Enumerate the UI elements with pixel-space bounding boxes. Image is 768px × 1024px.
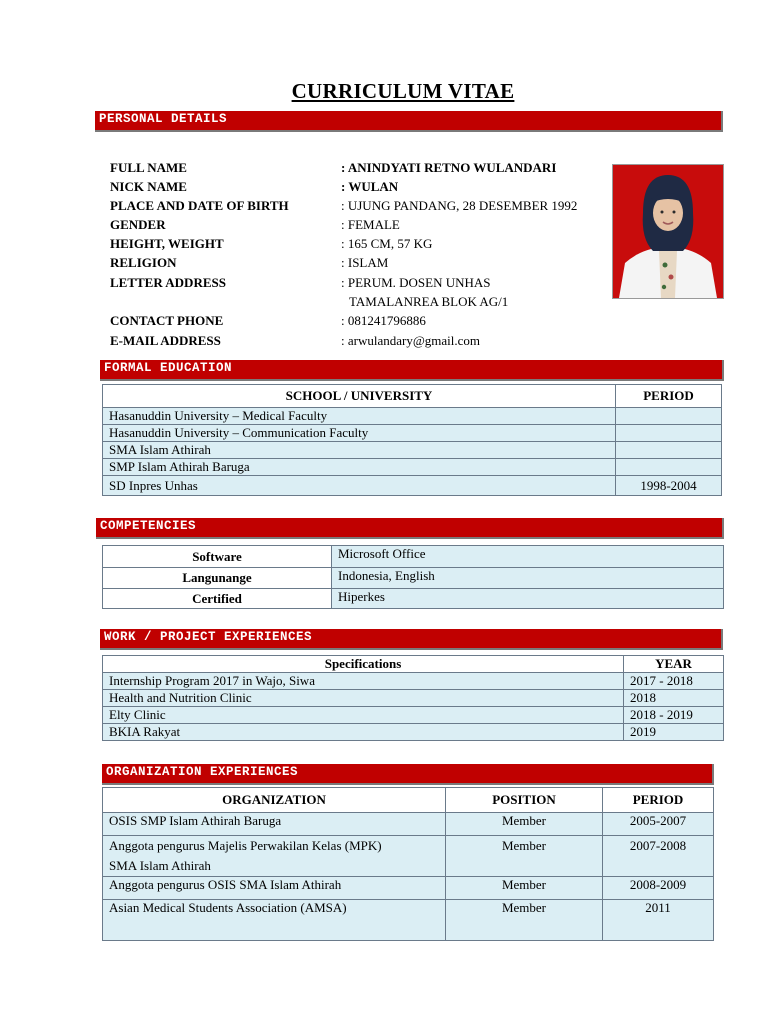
table-row bbox=[103, 589, 724, 609]
section-heading-education: FORMAL EDUCATION bbox=[100, 360, 722, 379]
work-specification: Internship Program 2017 in Wajo, Siwa bbox=[103, 673, 624, 690]
work-year: 2018 - 2019 bbox=[624, 707, 724, 724]
address-value: : PERUM. DOSEN UNHAS bbox=[341, 275, 491, 290]
education-school: SD Inpres Unhas bbox=[103, 476, 616, 496]
organization-name bbox=[103, 836, 446, 877]
organization-position: Member bbox=[446, 900, 603, 941]
competencies-table bbox=[102, 545, 724, 609]
work-year: 2017 - 2018 bbox=[624, 673, 724, 690]
table-header-organization: ORGANIZATION bbox=[103, 788, 446, 813]
table-row bbox=[103, 724, 724, 741]
table-row bbox=[103, 459, 722, 476]
height-weight-value: : 165 CM, 57 KG bbox=[341, 236, 433, 251]
table-header-specifications: Specifications bbox=[103, 656, 624, 673]
organization-name bbox=[103, 877, 446, 900]
education-period bbox=[616, 425, 722, 442]
table-header-position: POSITION bbox=[446, 788, 603, 813]
competency-label: Software bbox=[103, 546, 332, 568]
competency-value: Hiperkes bbox=[332, 589, 724, 609]
table-row bbox=[103, 425, 722, 442]
organization-position: Member bbox=[446, 836, 603, 877]
section-heading-work: WORK / PROJECT EXPERIENCES bbox=[100, 629, 721, 648]
organization-experiences-bar bbox=[102, 764, 714, 785]
personal-details-bar bbox=[95, 111, 723, 132]
organization-name-line1: OSIS SMP Islam Athirah Baruga bbox=[109, 813, 282, 828]
nick-name-value: : WULAN bbox=[341, 179, 399, 194]
table-header-period: PERIOD bbox=[603, 788, 714, 813]
education-school: Hasanuddin University – Communication Faculty bbox=[103, 425, 616, 442]
address-label: LETTER ADDRESS bbox=[110, 275, 226, 290]
gender-value: : FEMALE bbox=[341, 217, 400, 232]
organization-period: 2011 bbox=[603, 900, 714, 941]
organization-name bbox=[103, 900, 446, 941]
competency-label: Certified bbox=[103, 589, 332, 609]
table-header-period: PERIOD bbox=[616, 385, 722, 408]
table-row bbox=[103, 408, 722, 425]
education-period: 1998-2004 bbox=[616, 476, 722, 496]
table-row bbox=[103, 476, 722, 496]
phone-label: CONTACT PHONE bbox=[110, 313, 224, 328]
personal-details bbox=[110, 158, 610, 358]
organization-period: 2007-2008 bbox=[603, 836, 714, 877]
page-title: CURRICULUM VITAE bbox=[291, 79, 515, 103]
section-heading-competencies: COMPETENCIES bbox=[96, 518, 722, 537]
religion-label: RELIGION bbox=[110, 255, 177, 270]
address-value-line2: TAMALANREA BLOK AG/1 bbox=[349, 294, 509, 309]
work-experiences-bar bbox=[100, 629, 723, 650]
work-year: 2019 bbox=[624, 724, 724, 741]
education-period bbox=[616, 408, 722, 425]
table-row bbox=[103, 442, 722, 459]
competency-label: Langunange bbox=[103, 568, 332, 589]
table-row bbox=[103, 568, 724, 589]
work-table bbox=[102, 655, 724, 741]
work-specification: Health and Nutrition Clinic bbox=[103, 690, 624, 707]
birth-label: PLACE AND DATE OF BIRTH bbox=[110, 198, 289, 213]
table-row bbox=[103, 690, 724, 707]
organization-name-line1: Anggota pengurus OSIS SMA Islam Athirah bbox=[109, 877, 342, 892]
table-header-school: SCHOOL / UNIVERSITY bbox=[103, 385, 616, 408]
organization-table bbox=[102, 787, 714, 941]
organization-name bbox=[103, 813, 446, 836]
table-row bbox=[103, 707, 724, 724]
formal-education-bar bbox=[100, 360, 724, 381]
organization-name-line2: SMA Islam Athirah bbox=[109, 858, 211, 873]
religion-value: : ISLAM bbox=[341, 255, 389, 270]
full-name-label: FULL NAME bbox=[110, 160, 187, 175]
competencies-bar bbox=[96, 518, 724, 539]
table-header-row bbox=[103, 656, 724, 673]
table-header-year: YEAR bbox=[624, 656, 724, 673]
table-row bbox=[103, 673, 724, 690]
competency-value: Indonesia, English bbox=[332, 568, 724, 589]
email-value: : arwulandary@gmail.com bbox=[341, 333, 481, 348]
section-heading-personal: PERSONAL DETAILS bbox=[95, 111, 721, 130]
work-year: 2018 bbox=[624, 690, 724, 707]
organization-name-line1: Anggota pengurus Majelis Perwakilan Kelas (MPK) bbox=[109, 838, 382, 853]
education-school: Hasanuddin University – Medical Faculty bbox=[103, 408, 616, 425]
work-specification: BKIA Rakyat bbox=[103, 724, 624, 741]
person-portrait-photo-icon bbox=[613, 165, 723, 298]
table-row bbox=[103, 900, 714, 941]
education-school: SMP Islam Athirah Baruga bbox=[103, 459, 616, 476]
email-label: E-MAIL ADDRESS bbox=[110, 333, 221, 348]
gender-label: GENDER bbox=[110, 217, 166, 232]
table-header-row bbox=[103, 788, 714, 813]
table-row bbox=[103, 877, 714, 900]
organization-position: Member bbox=[446, 813, 603, 836]
table-header-row bbox=[103, 385, 722, 408]
table-row bbox=[103, 836, 714, 877]
competency-value: Microsoft Office bbox=[332, 546, 724, 568]
work-specification: Elty Clinic bbox=[103, 707, 624, 724]
birth-value: : UJUNG PANDANG, 28 DESEMBER 1992 bbox=[341, 198, 578, 213]
education-period bbox=[616, 442, 722, 459]
profile-photo bbox=[612, 164, 724, 299]
section-heading-organization: ORGANIZATION EXPERIENCES bbox=[102, 764, 712, 783]
organization-name-line1: Asian Medical Students Association (AMSA) bbox=[109, 900, 347, 915]
full-name-value: : ANINDYATI RETNO WULANDARI bbox=[341, 160, 557, 175]
table-row bbox=[103, 546, 724, 568]
education-period bbox=[616, 459, 722, 476]
table-row bbox=[103, 813, 714, 836]
height-weight-label: HEIGHT, WEIGHT bbox=[110, 236, 224, 251]
education-table bbox=[102, 384, 722, 496]
organization-period: 2005-2007 bbox=[603, 813, 714, 836]
education-school: SMA Islam Athirah bbox=[103, 442, 616, 459]
phone-value: : 081241796886 bbox=[341, 313, 426, 328]
organization-position: Member bbox=[446, 877, 603, 900]
nick-name-label: NICK NAME bbox=[110, 179, 187, 194]
organization-period: 2008-2009 bbox=[603, 877, 714, 900]
